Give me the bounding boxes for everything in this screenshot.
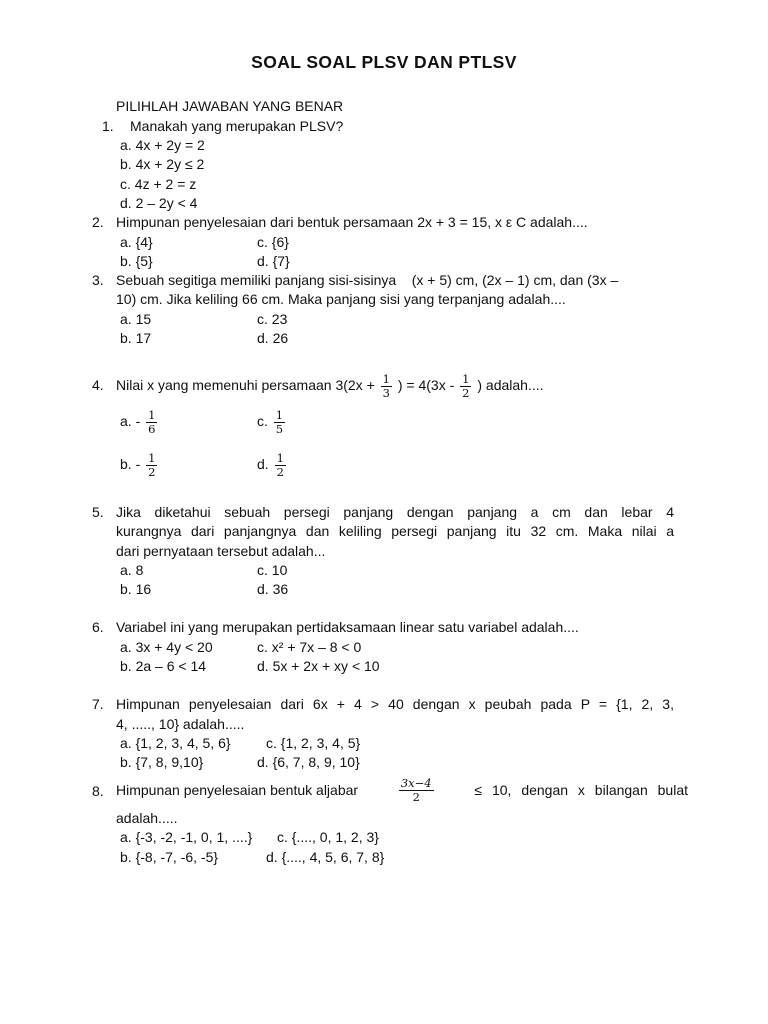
q2-text: Himpunan penyelesaian dari bentuk persamaan 2x + 3 = 15, x ε C adalah.... [116,214,588,230]
q4-option-d: d. $\frac{1}{2}$ [257,450,284,479]
q4-text [116,367,544,403]
q4-text-part3: ) adalah.... [477,377,544,393]
q5-text-line2: kurangnya dari panjangnya dan keliling persegi panjang itu 32 cm. Maka nilai a [116,523,674,539]
q7-text-line2: 4, ....., 10} adalah..... [116,716,245,732]
q2-option-c: c. {6} [257,234,289,250]
q1-text: Manakah yang merupakan PLSV? [130,118,344,134]
q5-text-line3: dari pernyataan tersebut adalah... [116,543,326,559]
q6-option-c: c. x² + 7x – 8 < 0 [257,639,362,655]
q1-option-d: d. 2 – 2y < 4 [120,195,198,211]
q7-number: 7. [92,696,104,712]
q6-text: Variabel ini yang merupakan pertidaksamaan linear satu variabel adalah.... [116,619,579,635]
q4-option-c: c. $\frac{1}{5}$ [257,407,284,436]
q7-option-d: d. {6, 7, 8, 9, 10} [257,754,360,770]
q8-option-a: a. {-3, -2, -1, 0, 1, ....} [120,829,253,845]
q6-option-d: d. 5x + 2x + xy < 10 [257,658,380,674]
q6-number: 6. [92,619,104,635]
q4-fraction-1: $\frac{1}{3}$ [382,371,390,400]
q1-option-a: a. 4x + 2y = 2 [120,137,205,153]
q8-text-part2: ≤ 10, dengan x bilangan bulat [474,782,688,798]
q4-text-part1: Nilai x yang memenuhi persamaan 3(2x + [116,377,375,393]
q5-option-d: d. 36 [257,581,289,597]
q4-option-b: b. - $\frac{1}{2}$ [120,450,156,479]
q3-text-line1: Sebuah segitiga memiliki panjang sisi-sisinya (x + 5) cm, (2x – 1) cm, dan (3x – [116,272,619,288]
q3-option-d: d. 26 [257,330,289,346]
q3-option-b: b. 17 [120,330,152,346]
q1-option-b: b. 4x + 2y ≤ 2 [120,156,205,172]
q4-fraction-2: $\frac{1}{2}$ [462,371,470,400]
q5-number: 5. [92,504,104,520]
q8-fraction: $\frac{3x-4}{2}$ [400,775,432,804]
q8-option-d: d. {...., 4, 5, 6, 7, 8} [266,849,385,865]
q1-option-c: c. 4z + 2 = z [120,176,197,192]
q3-text-line2: 10) cm. Jika keliling 66 cm. Maka panjang sisi yang terpanjang adalah.... [116,291,566,307]
q2-option-b: b. {5} [120,253,153,269]
q3-option-c: c. 23 [257,311,288,327]
q3-number: 3. [92,272,104,288]
q1-number: 1. [102,118,114,134]
q8-text-line1 [116,772,688,808]
instruction: PILIHLAH JAWABAN YANG BENAR [116,98,344,114]
q7-option-c: c. {1, 2, 3, 4, 5} [266,735,361,751]
q7-option-b: b. {7, 8, 9,10} [120,754,204,770]
q3-option-a: a. 15 [120,311,152,327]
q8-option-b: b. {-8, -7, -6, -5} [120,849,219,865]
q5-text-line1: Jika diketahui sebuah persegi panjang dengan panjang a cm dan lebar 4 [116,504,674,520]
q4-option-a: a. - $\frac{1}{6}$ [120,407,156,436]
q7-text-line1: Himpunan penyelesaian dari 6x + 4 > 40 dengan x peubah pada P = {1, 2, 3, [116,696,674,712]
q2-option-d: d. {7} [257,253,290,269]
q2-option-a: a. {4} [120,234,153,250]
q8-text-part1: Himpunan penyelesaian bentuk aljabar [116,782,359,798]
q6-option-a: a. 3x + 4y < 20 [120,639,213,655]
q5-option-a: a. 8 [120,562,144,578]
q8-option-c: c. {...., 0, 1, 2, 3} [277,829,379,845]
q5-option-c: c. 10 [257,562,288,578]
q8-number: 8. [92,783,104,799]
q8-text-line2: adalah..... [116,810,178,826]
q6-option-b: b. 2a – 6 < 14 [120,658,207,674]
q4-text-part2: ) = 4(3x - [397,377,455,393]
q5-option-b: b. 16 [120,581,152,597]
q4-number: 4. [92,377,104,393]
q7-option-a: a. {1, 2, 3, 4, 5, 6} [120,735,231,751]
q2-number: 2. [92,214,104,230]
page-title: SOAL SOAL PLSV DAN PTLSV [251,52,517,72]
